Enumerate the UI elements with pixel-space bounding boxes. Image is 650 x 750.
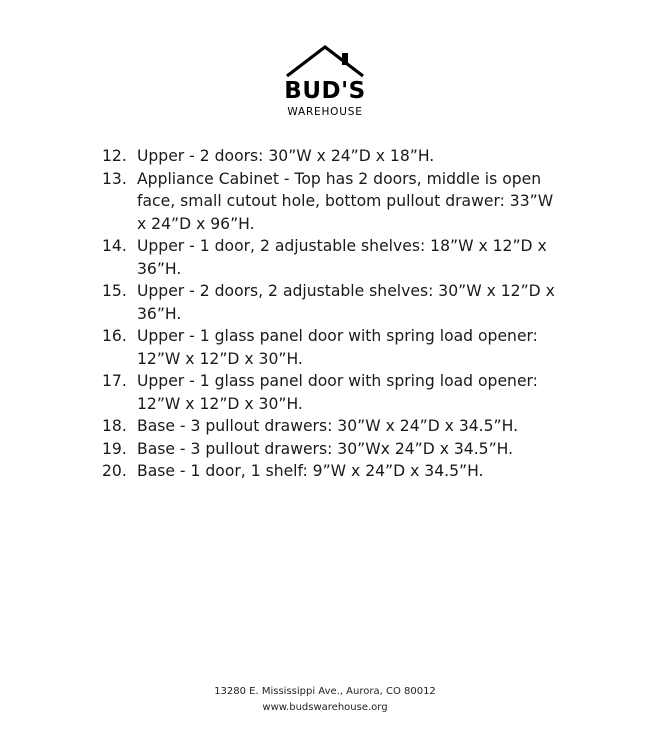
item-text: Upper - 1 door, 2 adjustable shelves: 18”W x 12”D x 36”H. (137, 237, 547, 278)
list-item (102, 415, 562, 438)
item-number: 17. (102, 372, 127, 390)
list-item (102, 168, 562, 236)
item-text: Upper - 1 glass panel door with spring load opener: 12”W x 12”D x 30”H. (137, 327, 538, 368)
item-number: 12. (102, 147, 127, 165)
item-number: 16. (102, 327, 127, 345)
item-text: Appliance Cabinet - Top has 2 doors, middle is open face, small cutout hole, bottom pullout drawer: 33”W x 24”D x 96”H. (137, 169, 554, 233)
item-text: Upper - 2 doors, 2 adjustable shelves: 30”W x 12”D x 36”H. (137, 282, 555, 323)
list-item (102, 280, 562, 325)
footer-address: 13280 E. Mississippi Ave., Aurora, CO 80012 (214, 686, 436, 697)
item-text: Base - 3 pullout drawers: 30”W x 24”D x 34.5”H. (137, 417, 519, 435)
logo-subtitle: WAREHOUSE (287, 106, 363, 118)
footer-website[interactable]: www.budswarehouse.org (262, 702, 388, 713)
house-roof-icon (284, 42, 366, 78)
item-number: 20. (102, 462, 127, 480)
item-text: Upper - 2 doors: 30”W x 24”D x 18”H. (137, 147, 435, 165)
logo-name: BUD'S (284, 78, 366, 104)
list-item (102, 460, 562, 483)
item-number: 18. (102, 417, 127, 435)
item-number: 19. (102, 439, 127, 458)
item-text: Base - 1 door, 1 shelf: 9”W x 24”D x 34.5”H. (137, 462, 484, 480)
item-text: Base - 3 pullout drawers: 30”Wx 24”D x 34.5”H. (137, 439, 514, 458)
list-item (102, 325, 562, 370)
logo (280, 42, 370, 122)
item-number: 13. (102, 169, 127, 188)
item-text: Upper - 1 glass panel door with spring load opener: 12”W x 12”D x 30”H. (137, 372, 538, 413)
cabinet-list (102, 145, 562, 483)
list-item (102, 145, 562, 168)
list-item (102, 235, 562, 280)
list-item (102, 370, 562, 415)
item-number: 14. (102, 237, 127, 255)
list-item (102, 438, 562, 461)
item-number: 15. (102, 282, 127, 300)
